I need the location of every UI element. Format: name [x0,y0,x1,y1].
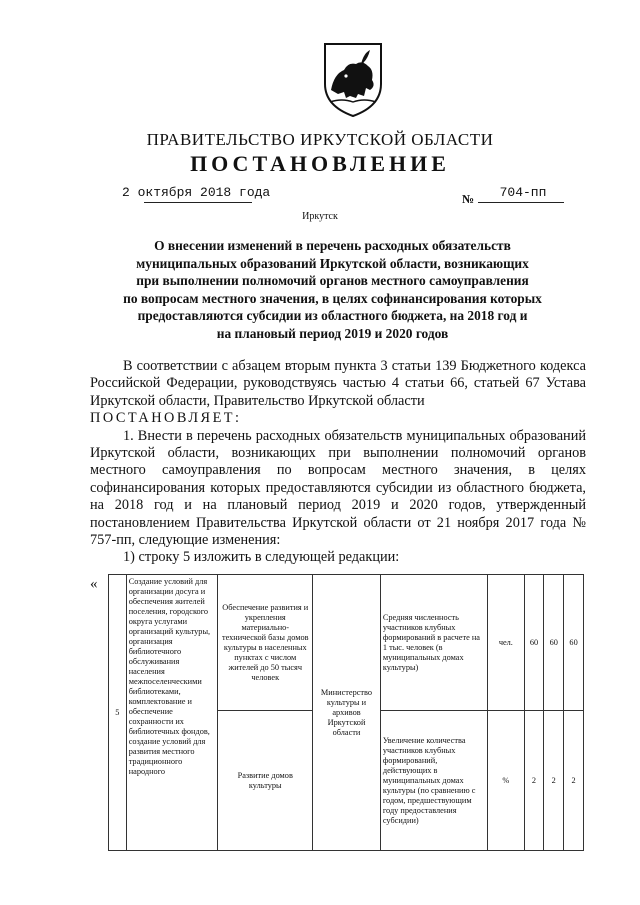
document-number: 704-пп [499,185,547,200]
item-1: 1. Внести в перечень расходных обязательств муниципальных образований Иркутской области, возникающих при выполнении полномочий органов местного самоуправления по вопросам местного значения, в целях софинансирования которых предоставляются субсидии из областного бюджета, на 2018 год и на плановый период 2019 и 2020 годов, утвержденный постановлением Правительства Иркутской области от 21 ноября 2017 года № 757-пп, следующие изменения: [90,427,586,549]
measure-cell: Развитие домов культуры [218,711,313,851]
table-wrap [108,574,584,851]
obligations-table [108,574,584,851]
date-underline [144,202,252,203]
unit-cell: чел. [488,575,524,711]
preamble: В соответствии с абзацем вторым пункта 3 статьи 139 Бюджетного кодекса Российской Федерации, руководствуясь частью 4 статьи 66, статьей 67 Устава Иркутской области, Правительство Иркутской области [90,358,586,409]
title-line: по вопросам местного значения, в целях софинансирования которых [123,290,542,306]
document-title [95,237,570,342]
indicator-cell: Средняя численность участников клубных формирований в расчете на 1 тыс. человек (в муниципальных домах культуры) [380,575,487,711]
document-body [90,358,586,567]
value-cell: 60 [564,575,584,711]
city: Иркутск [302,211,338,222]
title-line: на плановый период 2019 и 2020 годов [216,325,449,341]
unit-cell: % [488,711,524,851]
org-cell: Министерство культуры и архивов Иркутской области [313,575,381,851]
document-date: 2 октября 2018 года [122,185,271,200]
value-cell: 2 [524,711,544,851]
title-line: предоставляются субсидии из областного бюджета, на 2018 год и [137,308,528,323]
value-cell: 2 [564,711,584,851]
title-line: муниципальных образований Иркутской области, возникающих [136,255,529,271]
value-cell: 2 [544,711,564,851]
title-line: при выполнении полномочий органов местного самоуправления [136,273,529,288]
task-cell: Создание условий для организации досуга и обеспечения жителей поселения, городского округа услугами организаций культуры, организация библиотечного обслуживания населения межпоселенческими библиотеками, комплектование и обеспечение сохранности их библиотечных фондов, создание условий для развития местного традиционного народного [126,575,218,851]
coat-of-arms-icon [322,40,384,118]
resolves: ПОСТАНОВЛЯЕТ: [90,410,242,427]
value-cell: 60 [544,575,564,711]
number-underline [478,202,564,203]
document-type: ПОСТАНОВЛЕНИЕ [190,151,450,176]
row-number: 5 [109,575,127,851]
table-row [109,575,584,711]
title-line: О внесении изменений в перечень расходных обязательств [154,238,511,253]
number-sign: № [462,192,475,206]
open-quote: « [90,576,98,592]
indicator-cell: Увеличение количества участников клубных формирований, действующих в муниципальных домах культуры (по сравнению с годом, предшествующим году предоставления субсидии) [380,711,487,851]
authority-name: ПРАВИТЕЛЬСТВО ИРКУТСКОЙ ОБЛАСТИ [146,130,494,149]
value-cell: 60 [524,575,544,711]
measure-cell: Обеспечение развития и укрепления материально-технической базы домов культуры в населенных пунктах с числом жителей до 50 тысяч человек [218,575,313,711]
item-1-1: 1) строку 5 изложить в следующей редакции: [123,549,400,566]
